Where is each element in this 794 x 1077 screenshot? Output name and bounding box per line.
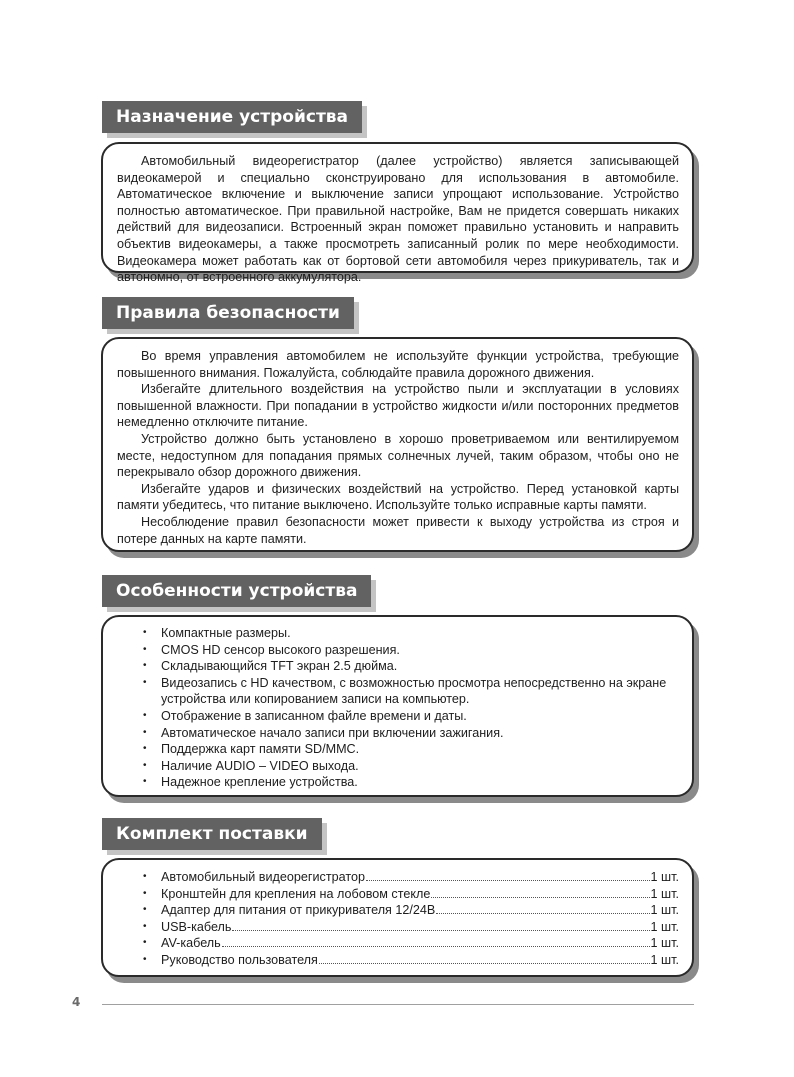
section-title-kit: Комплект поставки	[102, 818, 322, 850]
dot-leader	[366, 880, 650, 881]
section-title-purpose: Назначение устройства	[102, 101, 362, 133]
kit-item-name: • USB-кабель	[161, 919, 232, 934]
kit-item	[143, 902, 679, 919]
kit-item-name: • Кронштейн для крепления на лобовом стекле	[161, 886, 431, 901]
feature-item: • Видеозапись с HD качеством, с возможностью просмотра непосредственно на экране устройства или копированием записи на компьютер.	[143, 675, 679, 708]
dot-leader	[222, 946, 650, 947]
safety-paragraph: Избегайте ударов и физических воздействий на устройство. Перед установкой карты памяти убедитесь, что питание выключено. Используйте только исправные карты памяти.	[117, 481, 679, 513]
dot-leader	[232, 930, 649, 931]
section-title-safety: Правила безопасности	[102, 297, 354, 329]
footer-divider	[102, 1004, 694, 1005]
feature-item: • Компактные размеры.	[143, 625, 679, 642]
purpose-box	[101, 142, 694, 285]
dot-leader	[436, 913, 649, 914]
feature-item: • Автоматическое начало записи при включении зажигания.	[143, 725, 679, 742]
kit-item	[143, 886, 679, 903]
kit-box	[101, 858, 694, 977]
page-number: 4	[72, 995, 81, 1009]
feature-item: • Наличие AUDIO – VIDEO выхода.	[143, 758, 679, 775]
safety-paragraph: Несоблюдение правил безопасности может привести к выходу устройства из строя и потере данных на карте памяти.	[117, 514, 679, 546]
kit-item-name: • Руководство пользователя	[161, 952, 318, 967]
feature-item: • Складывающийся TFT экран 2.5 дюйма.	[143, 658, 679, 675]
kit-item-qty: 1 шт.	[650, 870, 679, 884]
kit-item-qty: 1 шт.	[650, 886, 679, 901]
dot-leader	[319, 963, 650, 964]
features-box	[101, 615, 694, 797]
safety-paragraph: Избегайте длительного воздействия на устройство пыли и эксплуатации в условиях повышенной влажности. При попадании в устройство жидкости и/или посторонних предметов немедленно отключите питание.	[117, 382, 679, 430]
purpose-text: Автомобильный видеорегистратор (далее устройство) является записывающей видеокамерой и специально сконструировано для использования в автомобиле. Автоматическое включение и выключение записи упрощают использование. Устройство полностью автоматическое. При правильной настройке, Вам не придется совершать никаких действий для видеозаписи. Встроенный экран поможет правильно установить и направить объектив видеокамеры, а также просмотреть записанный ролик по мере необходимости. Видеокамера может работать как от бортовой сети автомобиля через прикуриватель, так и автономно, от встроенного аккумулятора.	[117, 154, 679, 285]
kit-item-name: • Адаптер для питания от прикуривателя 12/24В	[161, 903, 436, 918]
kit-item	[143, 869, 679, 886]
kit-list	[143, 869, 679, 969]
kit-item-qty: 1 шт.	[650, 936, 679, 951]
safety-box	[101, 337, 694, 552]
kit-item-name: • Автомобильный видеорегистратор	[161, 870, 365, 884]
feature-item: • Надежное крепление устройства.	[143, 774, 679, 791]
feature-item: • Поддержка карт памяти SD/MMC.	[143, 741, 679, 758]
kit-item-qty: 1 шт.	[650, 903, 679, 918]
kit-item-qty: 1 шт.	[650, 952, 679, 967]
feature-item: • CMOS HD сенсор высокого разрешения.	[143, 642, 679, 659]
safety-paragraph: Во время управления автомобилем не используйте функции устройства, требующие повышенного внимания. Пожалуйста, соблюдайте правила дорожного движения.	[117, 349, 679, 380]
kit-item-name: • AV-кабель	[161, 936, 221, 951]
kit-item-qty: 1 шт.	[650, 919, 679, 934]
kit-item	[143, 952, 679, 969]
kit-item	[143, 919, 679, 936]
dot-leader	[431, 897, 649, 898]
kit-item	[143, 935, 679, 952]
feature-item: • Отображение в записанном файле времени и даты.	[143, 708, 679, 725]
features-list	[143, 625, 679, 791]
section-title-features: Особенности устройства	[102, 575, 371, 607]
safety-paragraph: Устройство должно быть установлено в хорошо проветриваемом или вентилируемом месте, недоступном для попадания прямых солнечных лучей, таким образом, чтобы оно не перекрывало обзор дорожного движения.	[117, 431, 679, 480]
